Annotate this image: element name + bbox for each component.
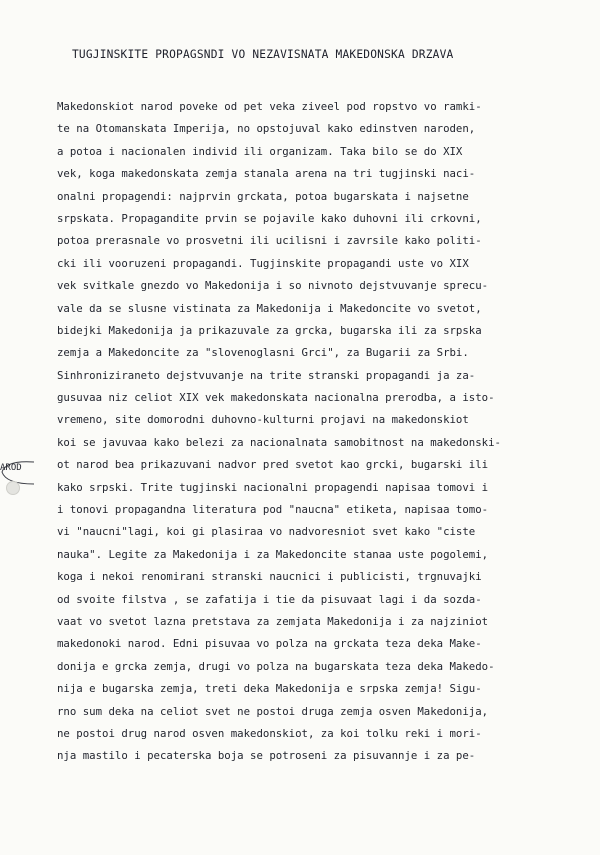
text-line: donija e grcka zemja, drugi vo polza na bugarskata teza deka Makedo- (57, 659, 495, 673)
text-line: vi "naucni"lagi, koi gi plasiraa vo nadvoresniot svet kako "ciste (57, 525, 476, 539)
text-line: zemja a Makedoncite za "slovenoglasni Grci", za Bugarii za Srbi. (57, 346, 469, 360)
text-line: koi se javuvaa kako belezi za nacionalnata samobitnost na makedonski- (57, 435, 501, 449)
text-line: vek svitkale gnezdo vo Makedonija i so nivnoto dejstvuvanje sprecu- (57, 279, 489, 293)
text-line: od svoite filstva , se zafatija i tie da pisuvaat lagi i da sozda- (57, 592, 482, 606)
text-line: nauka". Legite za Makedonija i za Makedoncite stanaa uste pogolemi, (57, 547, 489, 561)
text-line: bidejki Makedonija ja prikazuvale za grcka, bugarska ili za srpska (57, 323, 482, 337)
text-line: vale da se slusne vistinata za Makedonija i Makedoncite vo svetot, (57, 301, 482, 315)
body-text (57, 96, 585, 768)
text-line: ot narod bea prikazuvani nadvor pred svetot kao grcki, bugarski ili (57, 458, 489, 472)
text-line: nja mastilo i pecaterska boja se potroseni za pisuvannje i za pe- (57, 749, 476, 763)
text-line: onalni propagendi: najprvin grckata, potoa bugarskata i najsetne (57, 189, 469, 203)
text-line: ne postoi drug narod osven makedonskiot, za koi tolku reki i mori- (57, 726, 482, 740)
text-line: nija e bugarska zemja, treti deka Makedonija e srpska zemja! Sigu- (57, 682, 482, 696)
text-line: vek, koga makedonskata zemja stanala arena na tri tugjinski naci- (57, 167, 476, 181)
text-line: te na Otomanskata Imperija, no opstojuval kako edinstven naroden, (57, 122, 476, 136)
text-line: Makedonskiot narod poveke od pet veka ziveel pod ropstvo vo ramki- (57, 100, 482, 113)
document-title: TUGJINSKITE PROPAGSNDI VO NEZAVISNATA MAKEDONSKA DRZAVA (72, 48, 454, 61)
margin-handwritten-note: AROD (0, 463, 22, 473)
text-line: Sinhroniziraneto dejstvuvanje na trite stranski propagandi ja za- (57, 368, 476, 382)
text-line: kako srpski. Trite tugjinski nacionalni propagendi napisaa tomovi i (57, 480, 489, 494)
text-line: makedonoki narod. Edni pisuvaa vo polza na grckata teza deka Make- (57, 637, 482, 651)
text-line: gusuvaa niz celiot XIX vek makedonskata nacionalna prerodba, a isto- (57, 391, 495, 405)
text-line: srpskata. Propagandite prvin se pojavile kako duhovni ili crkovni, (57, 211, 482, 225)
text-line: koga i nekoi renomirani stranski naucnici i publicisti, trgnuvajki (57, 570, 482, 584)
text-line: potoa prerasnale vo prosvetni ili ucilisni i zavrsile kako politi- (57, 234, 482, 248)
text-line: rno sum deka na celiot svet ne postoi druga zemja osven Makedonija, (57, 704, 489, 718)
text-line: a potoa i nacionalen individ ili organizam. Taka bilo se do XIX (57, 144, 463, 158)
text-line: cki ili vooruzeni propagandi. Tugjinskite propagandi uste vo XIX (57, 256, 469, 270)
text-line: vaat vo svetot lazna pretstava za zemjata Makedonija i za najziniot (57, 614, 489, 628)
text-line: i tonovi propagandna literatura pod "naucna" etiketa, napisaa tomo- (57, 503, 489, 517)
punch-hole (6, 481, 20, 495)
text-line: vremeno, site domorodni duhovno-kulturni projavi na makedonskiot (57, 413, 469, 427)
